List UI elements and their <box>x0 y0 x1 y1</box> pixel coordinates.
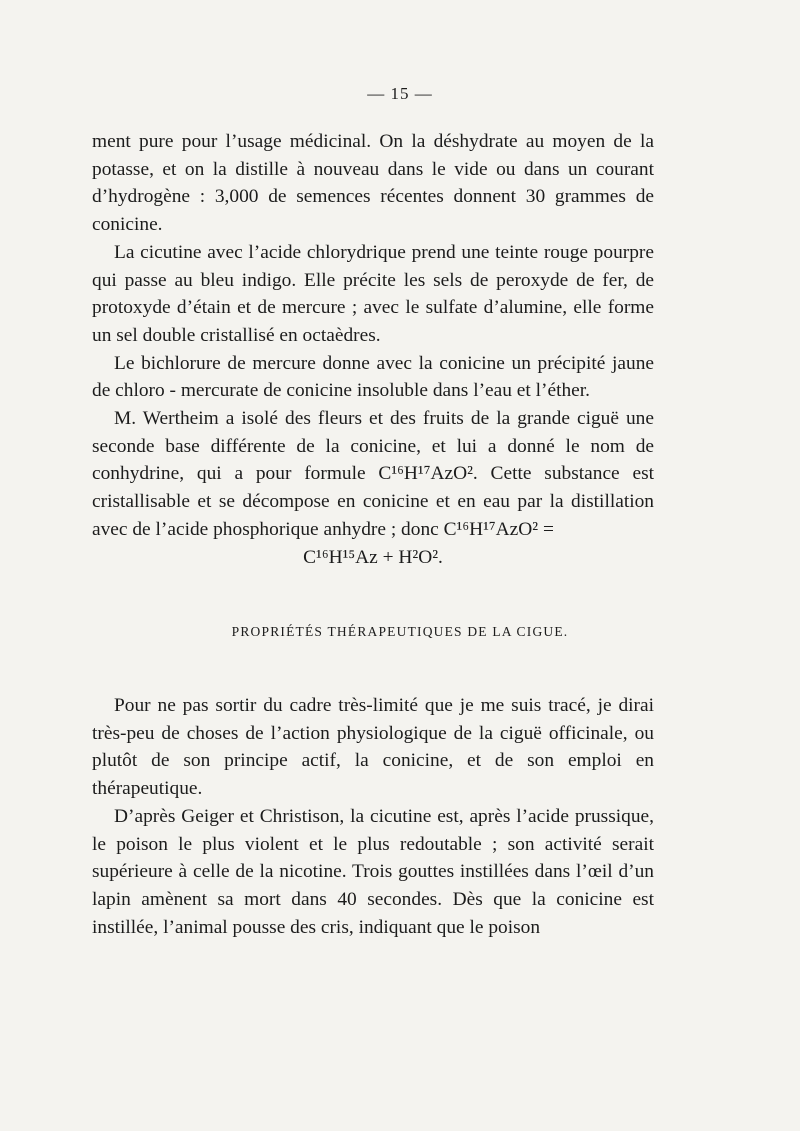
paragraph: ment pure pour l’usage médicinal. On la déshydrate au moyen de la potasse, et on la distille à nouveau dans le vide ou dans un courant d’hydrogène : 3,000 de semences récentes donnent 30 grammes de conicine. <box>92 131 654 236</box>
section-heading: PROPRIÉTÉS THÉRAPEUTIQUES DE LA CIGUE. <box>231 624 569 639</box>
text-block-chemistry <box>92 128 654 571</box>
paragraph: La cicutine avec l’acide chlorydrique prend une teinte rouge pourpre qui passe au bleu indigo. Elle précite les sels de peroxyde de fer, de protoxyde d’étain et de mercure ; avec le sulfate d’alumine, elle forme un sel double cristallisé en octaèdres. <box>92 241 654 346</box>
page-number: — 15 — <box>367 84 433 103</box>
formula-line: C¹⁶H¹⁵Az + H²O². <box>303 546 443 568</box>
paragraph: D’après Geiger et Christison, la cicutine est, après l’acide prussique, le poison le plus violent et le plus redoutable ; son activité serait supérieure à celle de la nicotine. Trois gouttes instillées dans l’œil d’un lapin amènent sa mort dans 40 secondes. Dès que la conicine est instillée, l’animal pousse des cris, indiquant que le poison <box>92 805 654 938</box>
text-block-therapeutics <box>92 692 654 941</box>
paragraph: M. Wertheim a isolé des fleurs et des fruits de la grande ciguë une seconde base différente de la conicine, et lui a donné le nom de conhydrine, qui a pour formule C¹⁶H¹⁷AzO². Cette substance est cristallisable et se décompose en conicine et en eau par la distillation avec de l’acide phosphorique anhydre ; donc C¹⁶H¹⁷AzO² = <box>92 408 654 540</box>
paragraph: Pour ne pas sortir du cadre très-limité que je me suis tracé, je dirai très-peu de choses de l’action physiologique de la ciguë officinale, ou plutôt de son principe actif, la conicine, et de son emploi en thérapeutique. <box>92 695 654 800</box>
paragraph: Le bichlorure de mercure donne avec la conicine un précipité jaune de chloro - mercurate de conicine insoluble dans l’eau et l’éther. <box>92 352 654 402</box>
